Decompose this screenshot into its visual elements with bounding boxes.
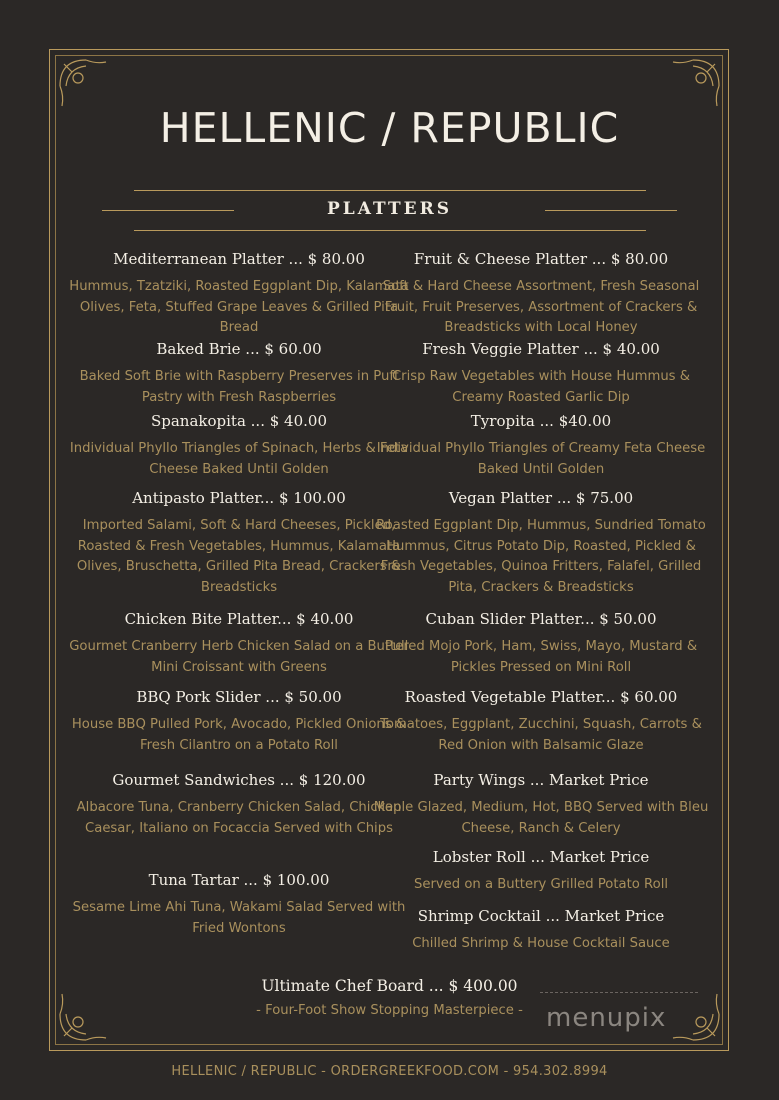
item-name: Baked Brie ... $ 60.00 xyxy=(156,340,322,358)
item-name: Mediterranean Platter ... $ 80.00 xyxy=(113,250,365,268)
item-description: Chilled Shrimp & House Cocktail Sauce xyxy=(412,936,670,951)
item-description: Roasted Eggplant Dip, Hummus, Sundried Tomato Hummus, Citrus Potato Dip, Roasted, Pickled & Fresh Vegetables, Quinoa Fritters, Falafel, Grilled Pita, Crackers & Breadsticks xyxy=(376,518,706,595)
menu-item xyxy=(371,609,711,678)
item-name: Vegan Platter ... $ 75.00 xyxy=(448,489,634,507)
divider-top xyxy=(134,190,646,191)
item-name: Cuban Slider Platter... $ 50.00 xyxy=(425,610,657,628)
item-description: Hummus, Tzatziki, Roasted Eggplant Dip, Kalamata Olives, Feta, Stuffed Grape Leaves & Grilled Pita Bread xyxy=(69,279,409,335)
item-name: BBQ Pork Slider ... $ 50.00 xyxy=(136,688,342,706)
item-name: Party Wings ... Market Price xyxy=(433,771,649,789)
item-description: Maple Glazed, Medium, Hot, BBQ Served with Bleu Cheese, Ranch & Celery xyxy=(373,800,709,836)
section-heading: PLATTERS xyxy=(326,199,453,219)
restaurant-title: HELLENIC / REPUBLIC xyxy=(159,104,620,152)
divider-bottom xyxy=(134,230,646,231)
watermark-logo xyxy=(540,992,698,1045)
item-name: Fresh Veggie Platter ... $ 40.00 xyxy=(422,340,660,358)
item-description: Albacore Tuna, Cranberry Chicken Salad, Chicken Caesar, Italiano on Focaccia Served with Chips xyxy=(76,800,402,836)
menu-item xyxy=(69,339,409,408)
menu-item xyxy=(69,411,409,480)
menu-item xyxy=(69,770,409,839)
menu-item xyxy=(371,249,711,339)
item-name: Roasted Vegetable Platter... $ 60.00 xyxy=(404,688,678,706)
menu-item xyxy=(371,687,711,756)
menu-item xyxy=(69,870,409,939)
menu-item xyxy=(69,249,409,339)
item-name: Shrimp Cocktail ... Market Price xyxy=(417,907,665,925)
featured-item-description: - Four-Foot Show Stopping Masterpiece - xyxy=(256,1003,523,1018)
item-description: Served on a Buttery Grilled Potato Roll xyxy=(413,877,669,892)
item-name: Spanakopita ... $ 40.00 xyxy=(150,412,327,430)
item-description: Pulled Mojo Pork, Ham, Swiss, Mayo, Mustard & Pickles Pressed on Mini Roll xyxy=(384,639,698,675)
menu-item xyxy=(371,847,711,896)
item-description: Baked Soft Brie with Raspberry Preserves in Puff Pastry with Fresh Raspberries xyxy=(79,369,399,405)
item-name: Gourmet Sandwiches ... $ 120.00 xyxy=(112,771,366,789)
menu-item xyxy=(371,770,711,839)
footer-contact: HELLENIC / REPUBLIC - ORDERGREEKFOOD.COM - 954.302.8994 xyxy=(171,1064,608,1079)
item-description: Individual Phyllo Triangles of Spinach, Herbs & Feta Cheese Baked Until Golden xyxy=(69,441,409,477)
menu-item xyxy=(69,687,409,756)
item-name: Tyropita ... $40.00 xyxy=(470,412,612,430)
featured-item-name: Ultimate Chef Board ... $ 400.00 xyxy=(261,977,518,995)
item-description: Crisp Raw Vegetables with House Hummus & Creamy Roasted Garlic Dip xyxy=(391,369,691,405)
menu-item xyxy=(371,411,711,480)
item-name: Antipasto Platter... $ 100.00 xyxy=(132,489,346,507)
item-description: Soft & Hard Cheese Assortment, Fresh Seasonal Fruit, Fruit Preserves, Assortment of Crackers & Breadsticks with Local Honey xyxy=(382,279,700,335)
menu-item xyxy=(69,488,409,598)
item-description: Sesame Lime Ahi Tuna, Wakami Salad Served with Fried Wontons xyxy=(72,900,406,936)
item-name: Tuna Tartar ... $ 100.00 xyxy=(148,871,330,889)
menu-item xyxy=(371,906,711,955)
item-description: Imported Salami, Soft & Hard Cheeses, Pickled, Roasted & Fresh Vegetables, Hummus, Kalamata Olives, Bruschetta, Grilled Pita Bread, Crackers & Breadsticks xyxy=(76,518,402,595)
item-description: House BBQ Pulled Pork, Avocado, Pickled Onions & Fresh Cilantro on a Potato Roll xyxy=(71,717,407,753)
item-description: Individual Phyllo Triangles of Creamy Feta Cheese Baked Until Golden xyxy=(376,441,706,477)
menu-item xyxy=(371,339,711,408)
item-name: Lobster Roll ... Market Price xyxy=(432,848,650,866)
item-name: Fruit & Cheese Platter ... $ 80.00 xyxy=(413,250,669,268)
item-description: Tomatoes, Eggplant, Zucchini, Squash, Carrots & Red Onion with Balsamic Glaze xyxy=(380,717,702,753)
watermark-text: menupix xyxy=(546,1003,667,1033)
item-name: Chicken Bite Platter... $ 40.00 xyxy=(124,610,354,628)
item-description: Gourmet Cranberry Herb Chicken Salad on a Butter Mini Croissant with Greens xyxy=(69,639,409,675)
menu-item xyxy=(371,488,711,598)
menu-item xyxy=(69,609,409,678)
